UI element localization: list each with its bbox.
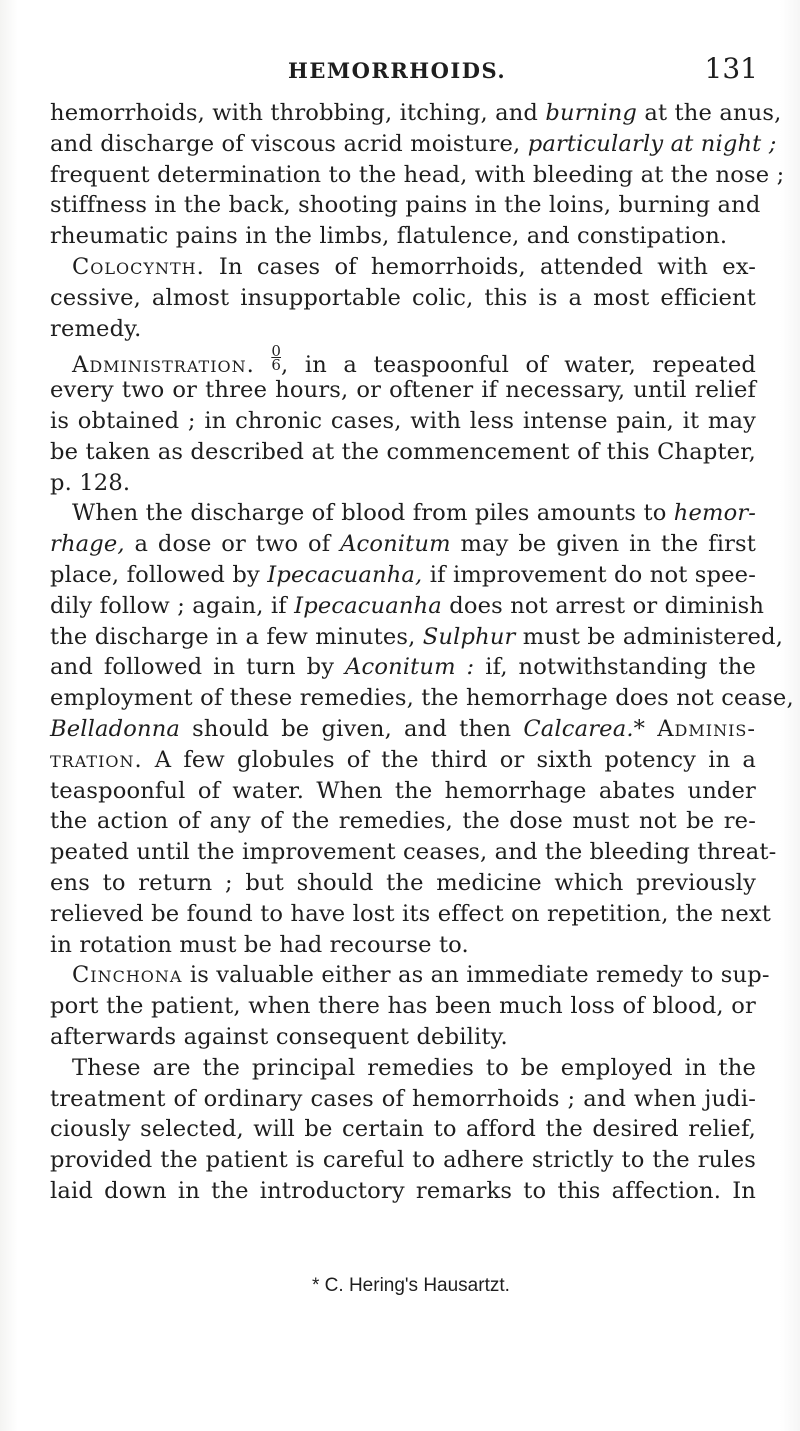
text-line: These are the principal remedies to be employed in the: [72, 1054, 756, 1081]
text-line: place, followed by Ipecacuanha, if improvement do not spee-: [50, 561, 756, 588]
running-head: HEMORRHOIDS.: [288, 58, 507, 83]
footnote: * C. Hering's Hausartzt.: [312, 1275, 510, 1296]
text-line: rheumatic pains in the limbs, flatulence, and constipation.: [50, 223, 728, 250]
text-line: frequent determination to the head, with bleeding at the nose ;: [50, 161, 785, 188]
text-line: hemorrhoids, with throbbing, itching, and burning at the anus,: [50, 100, 782, 126]
text-line: Administration. $\frac{0}{6}$ , in a teaspoonful of water, repeated: [72, 342, 756, 379]
text-line: tration. A few globules of the third or sixth potency in a: [50, 746, 756, 773]
text-line: stiffness in the back, shooting pains in the loins, burning and: [50, 192, 761, 219]
text-line: is obtained ; in chronic cases, with less intense pain, it may: [50, 407, 756, 434]
text-line: p. 128.: [50, 469, 131, 496]
text-line: teaspoonful of water. When the hemorrhage abates under: [50, 777, 756, 804]
text-line: Colocynth. In cases of hemorrhoids, attended with ex-: [72, 253, 756, 280]
text-line: ens to return ; but should the medicine which previously: [50, 869, 756, 896]
text-line: the discharge in a few minutes, Sulphur must be administered,: [50, 623, 784, 650]
text-line: When the discharge of blood from piles amounts to hemor-: [72, 500, 757, 527]
text-line: port the patient, when there has been much loss of blood, or: [50, 993, 756, 1020]
text-line: laid down in the introductory remarks to this affection. In: [50, 1177, 756, 1204]
text-line: be taken as described at the commencement of this Chapter,: [50, 438, 756, 465]
text-line: treatment of ordinary cases of hemorrhoids ; and when judi-: [50, 1085, 756, 1112]
text-line: the action of any of the remedies, the dose must not be re-: [50, 808, 756, 835]
text-line: dily follow ; again, if Ipecacuanha does not arrest or diminish: [50, 592, 765, 619]
text-line: afterwards against consequent debility.: [50, 1023, 508, 1050]
text-line: ciously selected, will be certain to afford the desired relief,: [50, 1116, 756, 1143]
text-line: relieved be found to have lost its effect on repetition, the next: [50, 900, 772, 927]
page-number: 131: [704, 52, 758, 85]
text-line: cessive, almost insupportable colic, this is a most efficient: [50, 284, 756, 311]
text-line: every two or three hours, or oftener if necessary, until relief: [50, 377, 756, 404]
text-line: and followed in turn by Aconitum : if, notwithstanding the: [50, 654, 756, 681]
dose-fraction: $\frac{0}{6}$: [271, 342, 282, 375]
text-line: Belladonna should be given, and then Calcarea.* Adminis-: [50, 715, 756, 742]
text-line: remedy.: [50, 315, 142, 342]
text-line: Cinchona is valuable either as an immediate remedy to sup-: [72, 962, 770, 989]
text-line: employment of these remedies, the hemorrhage does not cease,: [50, 685, 794, 712]
text-line: in rotation must be had recourse to.: [50, 931, 469, 958]
body-text: [50, 98, 794, 1207]
text-line: rhage, a dose or two of Aconitum may be given in the first: [50, 531, 756, 558]
text-line: peated until the improvement ceases, and the bleeding threat-: [50, 839, 777, 866]
text-line: provided the patient is careful to adhere strictly to the rules: [50, 1147, 756, 1174]
page-header: [0, 52, 800, 92]
remedy-heading: Colocynth.: [72, 253, 205, 280]
administration-heading: Administration.: [72, 352, 255, 379]
text-line: and discharge of viscous acrid moisture, particularly at night ;: [50, 130, 777, 157]
remedy-heading: Cinchona: [72, 962, 183, 989]
